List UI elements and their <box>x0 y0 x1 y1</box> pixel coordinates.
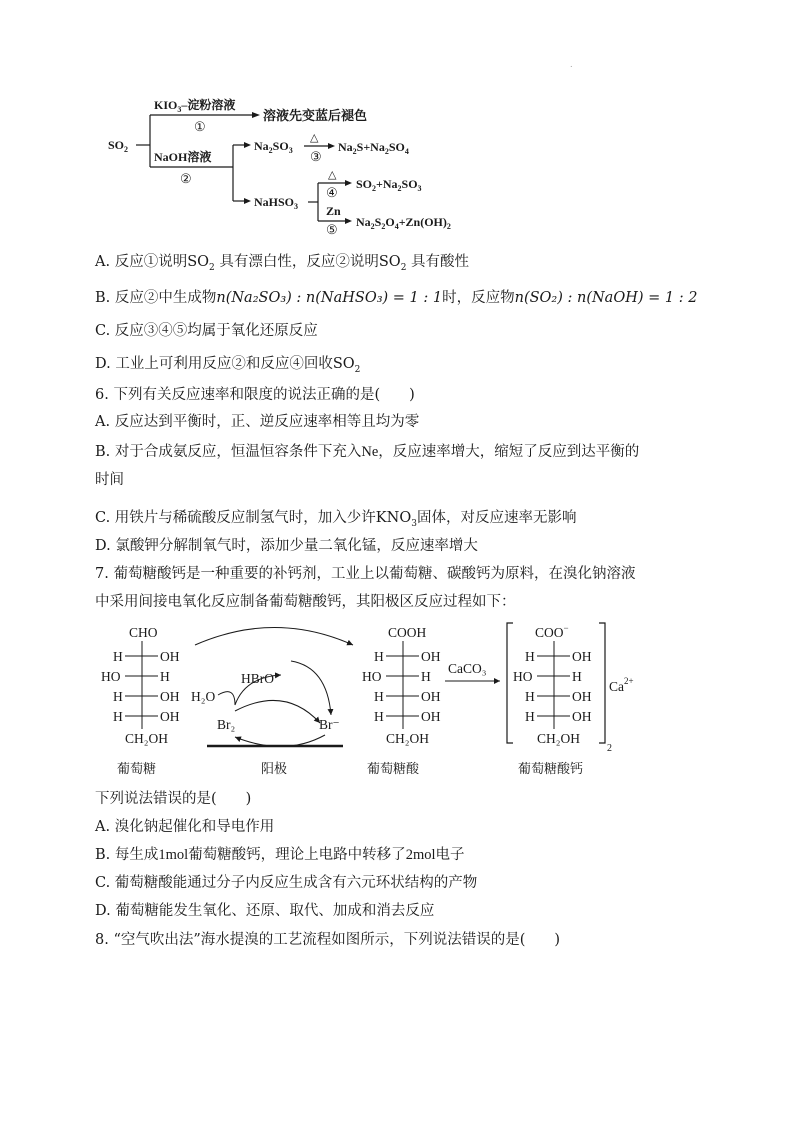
q7-option-b: B. 每生成1mol葡萄糖酸钙，理论上电路中转移了2mol电子 <box>95 847 465 863</box>
so2-formula: $SO_2$ <box>332 356 361 375</box>
reaction-3-number: ③ <box>310 149 322 164</box>
reaction-3-products: $Na_2S+Na_2SO_4$ <box>338 140 409 156</box>
q8-stem: 8. “空气吹出法”海水提溴的工艺流程如图所示，下列说法错误的是( ) <box>95 932 561 948</box>
svg-text:H: H <box>113 689 123 704</box>
q5-option-d: D. 工业上可利用反应②和反应④回收$SO_2$ <box>95 356 361 375</box>
salt-ch2oh: CH₂OH <box>537 731 580 746</box>
q6-option-b: B. 对于合成氨反应，恒温恒容条件下充入Ne，反应速率增大，缩短了反应到达平衡的 <box>95 444 640 460</box>
reaction-5-zn: Zn <box>326 204 341 218</box>
label-glucose: 葡萄糖 <box>117 761 157 776</box>
svg-text:HO: HO <box>101 669 121 684</box>
reaction-5-products: $Na_2S_2O_4+Zn(OH)_2$ <box>356 215 451 231</box>
naoh-reagent: NaOH溶液 <box>154 150 212 164</box>
br2-label: Br₂ <box>217 717 236 732</box>
svg-text:H: H <box>525 689 535 704</box>
q7-stem-line-1: 7. 葡萄糖酸钙是一种重要的补钙剂，工业上以葡萄糖、碳酸钙为原料，在溴化钠溶液 <box>95 566 636 582</box>
ratio-expression-2: n(SO₂) : n(NaOH) = 1 : 2 <box>514 290 698 306</box>
q6-option-a: A. 反应达到平衡时，正、逆反应速率相等且均为零 <box>95 414 420 430</box>
svg-text:OH: OH <box>572 649 592 664</box>
reaction-2-number: ② <box>180 171 192 186</box>
svg-text:H: H <box>421 669 431 684</box>
carboxylate-coo: COO− <box>535 623 569 640</box>
nahso3-label: NaHSO$_3$ <box>254 195 299 211</box>
svg-text:H: H <box>525 709 535 724</box>
so2-formula: $SO_2$ <box>187 254 215 273</box>
svg-text:OH: OH <box>421 689 441 704</box>
svg-text:OH: OH <box>572 689 592 704</box>
svg-text:H: H <box>572 669 582 684</box>
hbro-label: HBrO <box>241 671 274 686</box>
q7-stem-line-2: 中采用间接电氧化反应制备葡萄糖酸钙，其阳极区反应过程如下： <box>95 594 516 610</box>
q5-option-b: B. 反应②中生成物n(Na₂SO₃) : n(NaHSO₃) = 1 : 1时，反应物n(SO₂) : n(NaOH) = 1 : 2 <box>95 290 698 306</box>
br-minus-label: Br⁻ <box>319 717 340 732</box>
reaction-1-number: ① <box>194 119 206 134</box>
q7-option-c: C. 葡萄糖酸能通过分子内反应生成含有六元环状结构的产物 <box>95 875 478 891</box>
svg-text:H: H <box>525 649 535 664</box>
so2-reaction-scheme <box>100 95 460 235</box>
svg-text:OH: OH <box>572 709 592 724</box>
label-gluconic-acid: 葡萄糖酸 <box>367 761 420 776</box>
acid-ch2oh: CH₂OH <box>386 731 429 746</box>
label-calcium-gluconate: 葡萄糖酸钙 <box>518 761 584 776</box>
reaction-4-number: ④ <box>326 185 338 200</box>
glucose-ch2oh: CH₂OH <box>125 731 168 746</box>
svg-text:H: H <box>113 709 123 724</box>
h2o-label: H₂O <box>191 689 216 704</box>
acid-cooh: COOH <box>388 625 427 640</box>
svg-text:H: H <box>374 649 384 664</box>
svg-text:OH: OH <box>160 649 180 664</box>
kio3-reagent: $KIO_3-$淀粉溶液 <box>154 98 236 114</box>
q6-stem: 6. 下列有关反应速率和限度的说法正确的是( ) <box>95 387 415 403</box>
reaction-4-heat: △ <box>328 169 337 181</box>
na2so3-label: $Na_2SO_3$ <box>254 139 293 155</box>
margin-mark: . <box>570 60 573 69</box>
reaction-1-product: 溶液先变蓝后褪色 <box>263 108 368 123</box>
svg-text:H: H <box>160 669 170 684</box>
q7-option-a: A. 溴化钠起催化和导电作用 <box>95 819 275 835</box>
q6-option-b-cont: 时间 <box>95 472 124 488</box>
ratio-expression-1: n(Na₂SO₃) : n(NaHSO₃) = 1 : 1 <box>216 290 443 306</box>
calcium-ion: $Ca^{2+}$ <box>609 676 634 694</box>
kno3-formula: $KNO_3$ <box>375 510 417 529</box>
svg-text:HO: HO <box>513 669 533 684</box>
label-anode: 阳极 <box>261 761 288 776</box>
q5-option-a: A. 反应①说明$SO_2$ 具有漂白性，反应②说明$SO_2$ 具有酸性 <box>95 254 470 273</box>
caco3-label: CaCO₃ <box>448 661 487 676</box>
svg-text:H: H <box>374 709 384 724</box>
svg-text:OH: OH <box>160 689 180 704</box>
glucose-cho: CHO <box>129 625 158 640</box>
so2-label: $SO_2$ <box>108 138 129 154</box>
reaction-3-heat: △ <box>310 132 319 144</box>
svg-text:OH: OH <box>421 709 441 724</box>
q6-option-d: D. 氯酸钾分解制氧气时，添加少量二氧化锰，反应速率增大 <box>95 538 478 554</box>
reaction-4-products: $SO_2+Na_2SO_3$ <box>356 177 422 193</box>
q5-option-c: C. 反应③④⑤均属于氧化还原反应 <box>95 323 318 339</box>
svg-text:H: H <box>113 649 123 664</box>
bracket-subscript: 2 <box>607 743 612 754</box>
q7-ask: 下列说法错误的是( ) <box>95 791 252 807</box>
svg-text:HO: HO <box>362 669 382 684</box>
svg-text:OH: OH <box>160 709 180 724</box>
svg-text:OH: OH <box>421 649 441 664</box>
q6-option-c: C. 用铁片与稀硫酸反应制氢气时，加入少许$KNO_3$固体，对反应速率无影响 <box>95 510 577 529</box>
so2-formula: $SO_2$ <box>378 254 407 273</box>
reaction-5-number: ⑤ <box>326 222 338 235</box>
glucose-oxidation-diagram <box>95 615 695 780</box>
svg-text:H: H <box>374 689 384 704</box>
q7-option-d: D. 葡萄糖能发生氧化、还原、取代、加成和消去反应 <box>95 903 435 919</box>
